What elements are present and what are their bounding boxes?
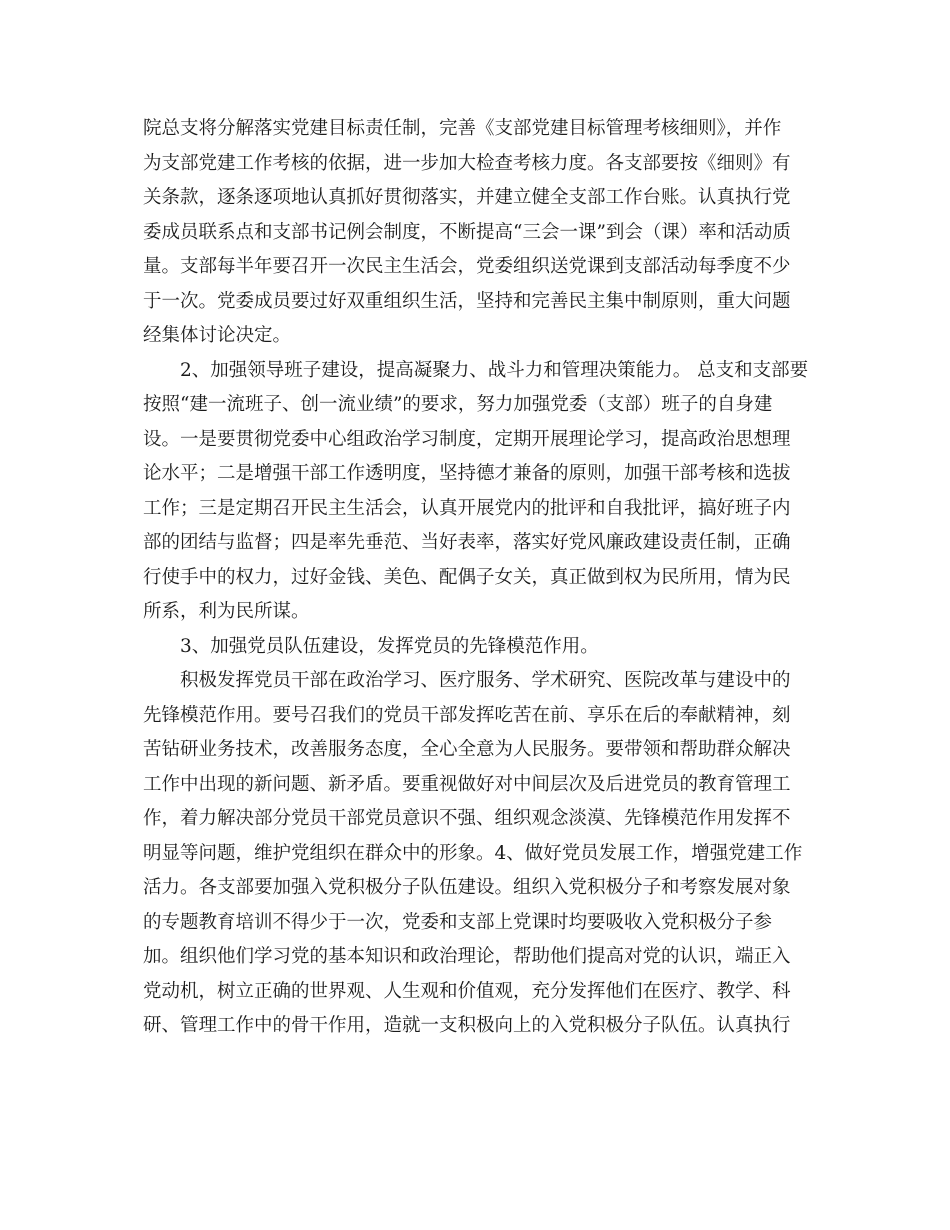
text-line: 苦钻研业务技术，改善服务态度，全心全意为人民服务。要带领和帮助群众解决 [143, 739, 791, 760]
text-line: 院总支将分解落实党建目标责任制，完善《支部党建目标管理考核细则》，并作 [143, 118, 782, 139]
text-line: 设。一是要贯彻党委中心组政治学习制度，定期开展理论学习，提高政治思想理 [143, 428, 791, 450]
text-line: 按照“建一流班子、创一流业绩”的要求，努力加强党委（支部）班子的自身建 [143, 394, 773, 415]
text-line: 2、加强领导班子建设，提高凝聚力、战斗力和管理决策能力。 总支和支部要 [143, 359, 809, 381]
text-line: 经集体讨论决定。 [143, 325, 292, 346]
text-line: 3、加强党员队伍建设，发挥党员的先锋模范作用。 [143, 635, 599, 657]
text-line: 关条款，逐条逐项地认真抓好贯彻落实，并建立健全支部工作台账。认真执行党 [143, 187, 791, 208]
text-line: 部的团结与监督；四是率先垂范、当好表率，落实好党风廉政建设责任制，正确 [143, 532, 791, 553]
text-line: 工作中出现的新问题、新矛盾。要重视做好对中间层次及后进党员的教育管理工 [143, 773, 791, 795]
text-line: 积极发挥党员干部在政治学习、医疗服务、学术研究、医院改革与建设中的 [143, 670, 791, 691]
paragraph [143, 112, 813, 354]
paragraph [143, 354, 813, 630]
text-line: 作，着力解决部分党员干部党员意识不强、组织观念淡漠、先锋模范作用发挥不 [143, 808, 791, 829]
text-line: 论水平；二是增强干部工作透明度，坚持德才兼备的原则，加强干部考核和选拔 [143, 463, 791, 484]
text-line: 量。支部每半年要召开一次民主生活会，党委组织送党课到支部活动每季度不少 [143, 256, 791, 277]
text-line: 加。组织他们学习党的基本知识和政治理论，帮助他们提高对党的认识，端正入 [143, 946, 791, 967]
text-line: 所系，利为民所谋。 [143, 601, 310, 622]
paragraph [143, 664, 813, 1044]
text-line: 委成员联系点和支部书记例会制度，不断提高“三会一课”到会（课）率和活动质 [143, 221, 791, 243]
paragraph [143, 630, 813, 665]
text-line: 研、管理工作中的骨干作用，造就一支积极向上的入党积极分子队伍。认真执行 [143, 1015, 791, 1036]
text-line: 于一次。党委成员要过好双重组织生活，坚持和完善民主集中制原则，重大问题 [143, 290, 791, 312]
text-line: 行使手中的权力，过好金钱、美色、配偶子女关，真正做到权为民所用，情为民 [143, 566, 791, 588]
text-line: 明显等问题，维护党组织在群众中的形象。4、做好党员发展工作，增强党建工作 [143, 842, 803, 864]
text-line: 活力。各支部要加强入党积极分子队伍建设。组织入党积极分子和考察发展对象 [143, 877, 791, 898]
text-line: 党动机，树立正确的世界观、人生观和价值观，充分发挥他们在医疗、教学、科 [143, 980, 791, 1002]
text-line: 先锋模范作用。要号召我们的党员干部发挥吃苦在前、享乐在后的奉献精神，刻 [143, 704, 791, 726]
text-line: 的专题教育培训不得少于一次，党委和支部上党课时均要吸收入党积极分子参 [143, 911, 773, 933]
text-line: 为支部党建工作考核的依据，进一步加大检查考核力度。各支部要按《细则》有 [143, 152, 791, 174]
text-line: 工作；三是定期召开民主生活会，认真开展党内的批评和自我批评，搞好班子内 [143, 497, 791, 519]
document-body [143, 112, 813, 1044]
